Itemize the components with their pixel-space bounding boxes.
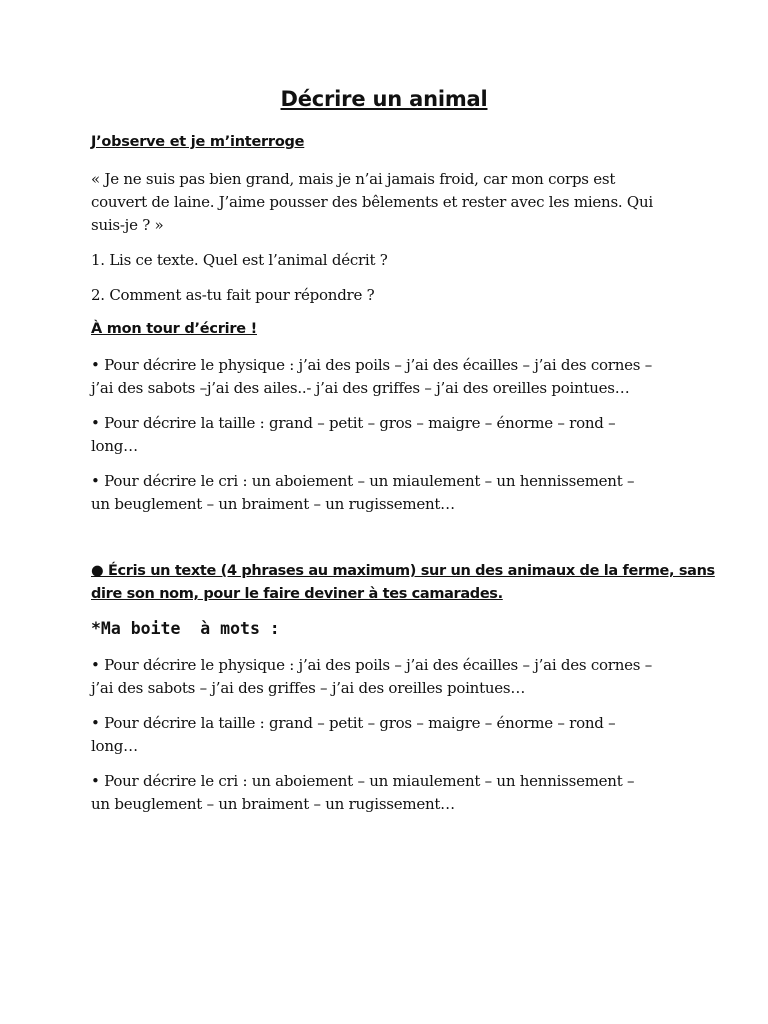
word-box-heading: *Ma boite à mots : (91, 619, 280, 638)
hint-line: long… (91, 437, 138, 455)
hint-line: • Pour décrire le physique : j’ai des poils – j’ai des écailles – j’ai des cornes – (91, 356, 652, 374)
box-line: • Pour décrire le physique : j’ai des poils – j’ai des écailles – j’ai des cornes – (91, 656, 652, 674)
box-physique (91, 654, 691, 700)
hint-line: • Pour décrire le cri : un aboiement – un miaulement – un hennissement – (91, 472, 635, 490)
question-2 (91, 284, 691, 307)
riddle-line: suis-je ? » (91, 216, 164, 234)
question-2-text: 2. Comment as-tu fait pour répondre ? (91, 286, 375, 304)
question-1-text: 1. Lis ce texte. Quel est l’animal décrit ? (91, 251, 388, 269)
heading-observe: J’observe et je m’interroge (91, 134, 305, 150)
hint-line: • Pour décrire la taille : grand – petit – gros – maigre – énorme – rond – (91, 414, 616, 432)
hint-taille (91, 412, 691, 458)
box-taille (91, 712, 691, 758)
riddle-line: « Je ne suis pas bien grand, mais je n’ai jamais froid, car mon corps est (91, 170, 616, 188)
riddle-line: couvert de laine. J’aime pousser des bêlements et rester avec les miens. Qui (91, 193, 653, 211)
box-line: un beuglement – un braiment – un rugissement… (91, 795, 455, 813)
hint-physique (91, 354, 691, 400)
question-1 (91, 249, 691, 272)
box-line: long… (91, 737, 138, 755)
box-cri (91, 770, 691, 816)
box-line: • Pour décrire le cri : un aboiement – un miaulement – un hennissement – (91, 772, 635, 790)
instruction-line: ● Écris un texte (4 phrases au maximum) sur un des animaux de la ferme, sans (91, 563, 715, 579)
hint-cri (91, 470, 691, 516)
box-line: • Pour décrire la taille : grand – petit – gros – maigre – énorme – rond – (91, 714, 616, 732)
hint-line: un beuglement – un braiment – un rugissement… (91, 495, 455, 513)
hint-line: j’ai des sabots –j’ai des ailes..- j’ai des griffes – j’ai des oreilles pointues… (91, 379, 630, 397)
box-line: j’ai des sabots – j’ai des griffes – j’ai des oreilles pointues… (91, 679, 526, 697)
document-title: Décrire un animal (280, 87, 488, 111)
instruction-line: dire son nom, pour le faire deviner à tes camarades. (91, 586, 503, 602)
writing-instruction (91, 560, 715, 606)
riddle-quote (91, 168, 691, 237)
heading-my-turn: À mon tour d’écrire ! (91, 321, 257, 337)
